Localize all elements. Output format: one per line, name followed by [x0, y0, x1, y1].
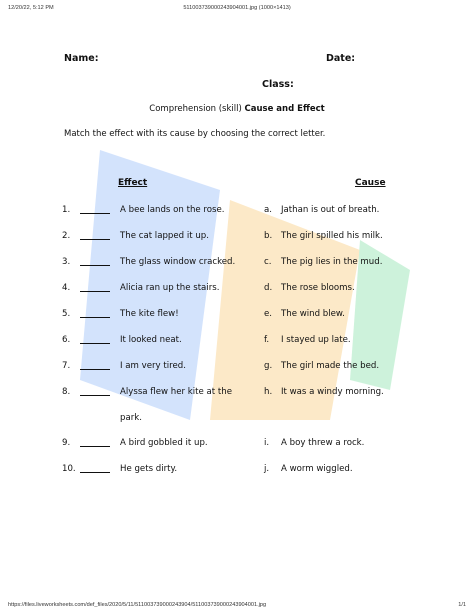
- cause-text: A worm wiggled.: [281, 464, 353, 474]
- cause-text: The rose blooms.: [281, 283, 355, 293]
- list-item: [0, 309, 474, 323]
- cause-letter: g.: [264, 361, 273, 371]
- cause-text: The girl made the bed.: [281, 361, 380, 371]
- list-item: [0, 231, 474, 245]
- instructions: Match the effect with its cause by choosing the correct letter.: [64, 129, 326, 139]
- answer-blank[interactable]: [80, 213, 110, 214]
- answer-blank[interactable]: [80, 317, 110, 318]
- item-number: 6.: [62, 335, 71, 345]
- item-number: 9.: [62, 438, 71, 448]
- effect-text: Alicia ran up the stairs.: [120, 283, 220, 293]
- cause-text: A boy threw a rock.: [281, 438, 365, 448]
- print-footer: [0, 599, 474, 613]
- cause-text: Jathan is out of breath.: [281, 205, 380, 215]
- cause-letter: f.: [264, 335, 270, 345]
- cause-text: The girl spilled his milk.: [281, 231, 383, 241]
- effect-text: The cat lapped it up.: [120, 231, 209, 241]
- list-item: [0, 205, 474, 219]
- item-number: 8.: [62, 387, 71, 397]
- worksheet-title: [0, 104, 474, 114]
- date-label: Date:: [326, 53, 356, 64]
- title-prefix: Comprehension (skill): [149, 104, 242, 114]
- item-number: 1.: [62, 205, 71, 215]
- answer-blank[interactable]: [80, 395, 110, 396]
- print-filename: 511003739000243904001.jpg (1000×1413): [183, 5, 291, 11]
- list-item: [0, 257, 474, 271]
- cause-letter: a.: [264, 205, 272, 215]
- class-label: Class:: [262, 79, 294, 90]
- list-item-continuation: [0, 413, 474, 427]
- effect-text: The glass window cracked.: [120, 257, 236, 267]
- list-item: [0, 335, 474, 349]
- cause-letter: d.: [264, 283, 273, 293]
- effect-text: It looked neat.: [120, 335, 182, 345]
- print-datetime: 12/20/22, 5:12 PM: [8, 5, 54, 11]
- cause-letter: h.: [264, 387, 273, 397]
- list-item: [0, 387, 474, 401]
- print-url: https://files.liveworksheets.com/def_files/2020/5/11/511003739000243904/511003739000243904001.jpg: [8, 602, 267, 608]
- answer-blank[interactable]: [80, 291, 110, 292]
- cause-text: The pig lies in the mud.: [281, 257, 383, 267]
- effect-text: I am very tired.: [120, 361, 186, 371]
- title-bold: Cause and Effect: [244, 104, 325, 114]
- answer-blank[interactable]: [80, 446, 110, 447]
- list-item: [0, 283, 474, 297]
- list-item: [0, 464, 474, 478]
- effect-text: The kite flew!: [120, 309, 179, 319]
- answer-blank[interactable]: [80, 369, 110, 370]
- cause-letter: b.: [264, 231, 273, 241]
- effect-text: Alyssa flew her kite at the: [120, 387, 232, 397]
- cause-text: The wind blew.: [281, 309, 345, 319]
- answer-blank[interactable]: [80, 343, 110, 344]
- cause-letter: e.: [264, 309, 273, 319]
- item-number: 5.: [62, 309, 71, 319]
- item-number: 3.: [62, 257, 71, 267]
- cause-text: I stayed up late.: [281, 335, 351, 345]
- item-number: 7.: [62, 361, 71, 371]
- answer-blank[interactable]: [80, 265, 110, 266]
- effect-text-continuation: park.: [120, 413, 142, 423]
- item-number: 10.: [62, 464, 76, 474]
- cause-letter: i.: [264, 438, 270, 448]
- name-label: Name:: [64, 53, 99, 64]
- list-item: [0, 361, 474, 375]
- print-page-number: 1/1: [458, 602, 466, 608]
- cause-header: Cause: [355, 178, 386, 188]
- cause-text: It was a windy morning.: [281, 387, 384, 397]
- effect-header: Effect: [118, 178, 148, 188]
- effect-text: A bee lands on the rose.: [120, 205, 225, 215]
- item-number: 4.: [62, 283, 71, 293]
- effect-text: A bird gobbled it up.: [120, 438, 208, 448]
- answer-blank[interactable]: [80, 239, 110, 240]
- effect-text: He gets dirty.: [120, 464, 178, 474]
- answer-blank[interactable]: [80, 472, 110, 473]
- cause-letter: j.: [264, 464, 270, 474]
- item-number: 2.: [62, 231, 71, 241]
- cause-letter: c.: [264, 257, 272, 267]
- list-item: [0, 438, 474, 452]
